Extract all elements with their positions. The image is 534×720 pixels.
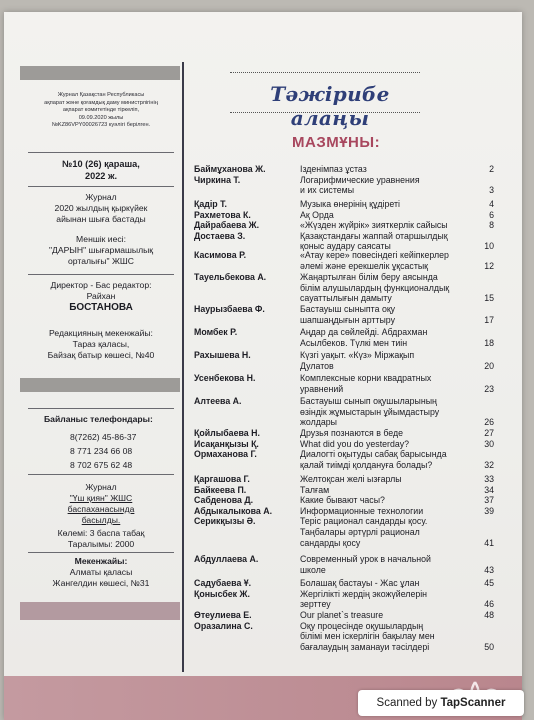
toc-author: Қойлыбаева Н. Исақанқызы Қ. Ормаханова Г. <box>194 428 260 460</box>
toc-author: Садубаева Ұ. Қонысбек Ж. <box>194 578 252 599</box>
toc-title: Бастауыш сыныпта оқу шапшаңдығын арттыру <box>300 304 396 325</box>
magazine-page <box>4 12 522 720</box>
imprint-column <box>14 12 182 676</box>
toc-author: Қаргашова Г. Байкеева П. Сабденова Д. Абдыкалыкова А. Серикқызы Ә. <box>194 474 273 527</box>
toc-page: 20 <box>484 360 494 371</box>
divider <box>28 186 174 187</box>
toc-page: 17 <box>484 314 494 325</box>
decor-bar-middle <box>20 378 180 392</box>
scanner-brand: TapScanner <box>440 697 506 709</box>
printer-name: "Үш қиян" ЖШС <box>69 493 133 503</box>
publish-info <box>28 192 174 225</box>
toc-author: Өтеулиева Е. Оразалина С. <box>194 610 253 631</box>
toc-title: Ізденімпаз ұстаз Логарифмические уравнения и их системы <box>300 164 420 196</box>
printer-line: баспаханасында <box>67 504 135 514</box>
divider <box>28 274 174 275</box>
phones-label: Байланыс телефондары: <box>44 414 153 424</box>
director-label: Директор - Бас редактор: <box>50 280 152 290</box>
printer-line: басылды. <box>81 515 121 525</box>
divider <box>28 552 174 553</box>
scanner-prefix: Scanned by <box>376 697 441 709</box>
director-surname: БОСТАНОВА <box>69 302 133 313</box>
toc-page: 45 46 <box>484 578 494 610</box>
column-divider <box>182 62 184 672</box>
phone-number: 8 771 234 66 08 <box>70 446 133 456</box>
toc-author: Тауельбекова А. <box>194 272 267 282</box>
toc-title: Желтоқсан желі ызғарлы Талғам Какие бывают часы? Информационные технологии Теріс рационал сандарды қосу. Таңбалары әртүрлі рационал сандарды қосу <box>300 474 428 548</box>
print-volume: Көлемі: 3 баспа табақ <box>57 528 145 538</box>
toc-author: Баймұханова Ж. Чиркина Т. <box>194 164 266 185</box>
toc-title: Our planet`s treasure Оқу процесінде оқушылардың білімі мен іскерлігін бақылау мен бағалаудың заманауи тәсілдері <box>300 610 435 652</box>
toc-author: Рахышева Н. <box>194 350 251 360</box>
scanner-watermark <box>358 690 524 716</box>
toc-page: 4 6 8 10 <box>484 199 494 252</box>
contents-heading: МАЗМҰНЫ: <box>292 134 381 151</box>
address-street: Байзақ батыр көшесі, №40 <box>47 350 155 360</box>
owner-value: "ДАРЫН" шығармашылық <box>48 245 154 255</box>
title-dots-top <box>230 72 420 73</box>
toc-page: 18 <box>484 337 494 348</box>
toc-author: Касимова Р. <box>194 250 247 260</box>
issue-line: №10 (26) қараша, <box>62 159 140 169</box>
editorial-address <box>28 328 174 361</box>
toc-author: Қадір Т. Рахметова К. Дайрабаева Ж. Достаева З. <box>194 199 260 241</box>
toc-author: Наурызбаева Ф. <box>194 304 265 314</box>
printer-city: Алматы қаласы <box>69 567 133 577</box>
toc-title: Современный урок в начальной школе <box>300 554 431 575</box>
toc-title: «Атау кере» повесіндегі кейіпкерлер әлемі және ерекшелік ұқсастық <box>300 250 449 271</box>
divider <box>28 474 174 475</box>
publish-line: айынан шыға бастады <box>56 214 146 224</box>
print-circulation: Таралымы: 2000 <box>67 539 135 549</box>
toc-page: 2 3 <box>489 164 494 196</box>
phone-number: 8(7262) 45-86-37 <box>70 432 137 442</box>
toc-page: 12 <box>484 260 494 271</box>
publish-line: 2020 жылдың қыркүйек <box>54 203 148 213</box>
address-label: Редакцияның мекенжайы: <box>49 328 153 338</box>
toc-title: Болашақ бастауы - Жас ұлан Жергілікті жердің экожүйелерін зерттеу <box>300 578 428 610</box>
director-info <box>28 280 174 313</box>
publish-line: Журнал <box>85 192 117 202</box>
section-title: Тәжірибе алаңы <box>270 82 390 130</box>
toc-page: 26 <box>484 417 494 428</box>
toc-page: 33 34 37 39 41 <box>484 474 494 548</box>
issue-year: 2022 ж. <box>84 171 118 181</box>
print-stats <box>28 528 174 550</box>
printer-address <box>28 556 174 589</box>
owner-label: Меншік иесі: <box>76 234 126 244</box>
toc-page: 43 <box>484 564 494 575</box>
toc-page: 48 50 <box>484 610 494 652</box>
registration-text: Журнал Қазақстан Республикасы ақпарат және қоғамдық даму министрлігінің ақпарат комитетінде тіркеліп, 09.09.2020 жылы №KZ86VPY00026723 куәлігі берілген. <box>44 92 158 129</box>
toc-title: Аңдар да сөйлейді. Абдрахман Асылбеков. Түлкі мен тиін <box>300 327 428 348</box>
divider <box>28 408 174 409</box>
printer-address-label: Мекенжайы: <box>74 556 128 566</box>
printer-info <box>28 482 174 526</box>
toc-author: Абдуллаева А. <box>194 554 259 564</box>
phone-number: 8 702 675 62 48 <box>70 460 133 470</box>
toc-page: 27 30 32 <box>484 428 494 470</box>
toc-page: 15 <box>484 293 494 304</box>
title-dots-bottom <box>230 112 420 113</box>
toc-title: Друзья познаются в беде What did you do yesterday? Диалогті оқытуды сабақ барысында қалай тиімді қолдануға болады? <box>300 428 447 470</box>
owner-value: орталығы" ЖШС <box>68 256 134 266</box>
director-name: Райхан <box>86 291 116 301</box>
printer-street: Жангелдин көшесі, №31 <box>52 578 150 588</box>
toc-author: Момбек Р. <box>194 327 238 337</box>
phones-list <box>70 430 136 472</box>
decor-bar-bottom <box>20 602 180 620</box>
toc-title: Жаңартылған білім беру аясында білім алушылардың функционалдық сауаттылығын дамыту <box>300 272 450 304</box>
issue-number <box>28 158 174 182</box>
divider <box>28 152 174 153</box>
toc-title: Бастауыш сынып оқушыларының өзіндік жұмыстарын ұйымдастыру жолдары <box>300 396 440 428</box>
toc-author: Усенбекова Н. <box>194 373 256 383</box>
toc-page: 23 <box>484 383 494 394</box>
toc-title: Күзгі уақыт. «Күз» Міржақып Дулатов <box>300 350 415 371</box>
toc-title: Музыка өнерінің құдіреті Ақ Орда «Жүзден жүйрік» зияткерлік сайысы Қазақстандағы жаппай отаршылдық қоныс аудару саясаты <box>300 199 448 252</box>
decor-bar-top <box>20 66 180 80</box>
address-city: Тараз қаласы, <box>72 339 130 349</box>
printer-line: Журнал <box>85 482 117 492</box>
toc-author: Алтеева А. <box>194 396 242 406</box>
toc-title: Комплексные корни квадратных уравнений <box>300 373 432 394</box>
owner-info <box>28 234 174 267</box>
